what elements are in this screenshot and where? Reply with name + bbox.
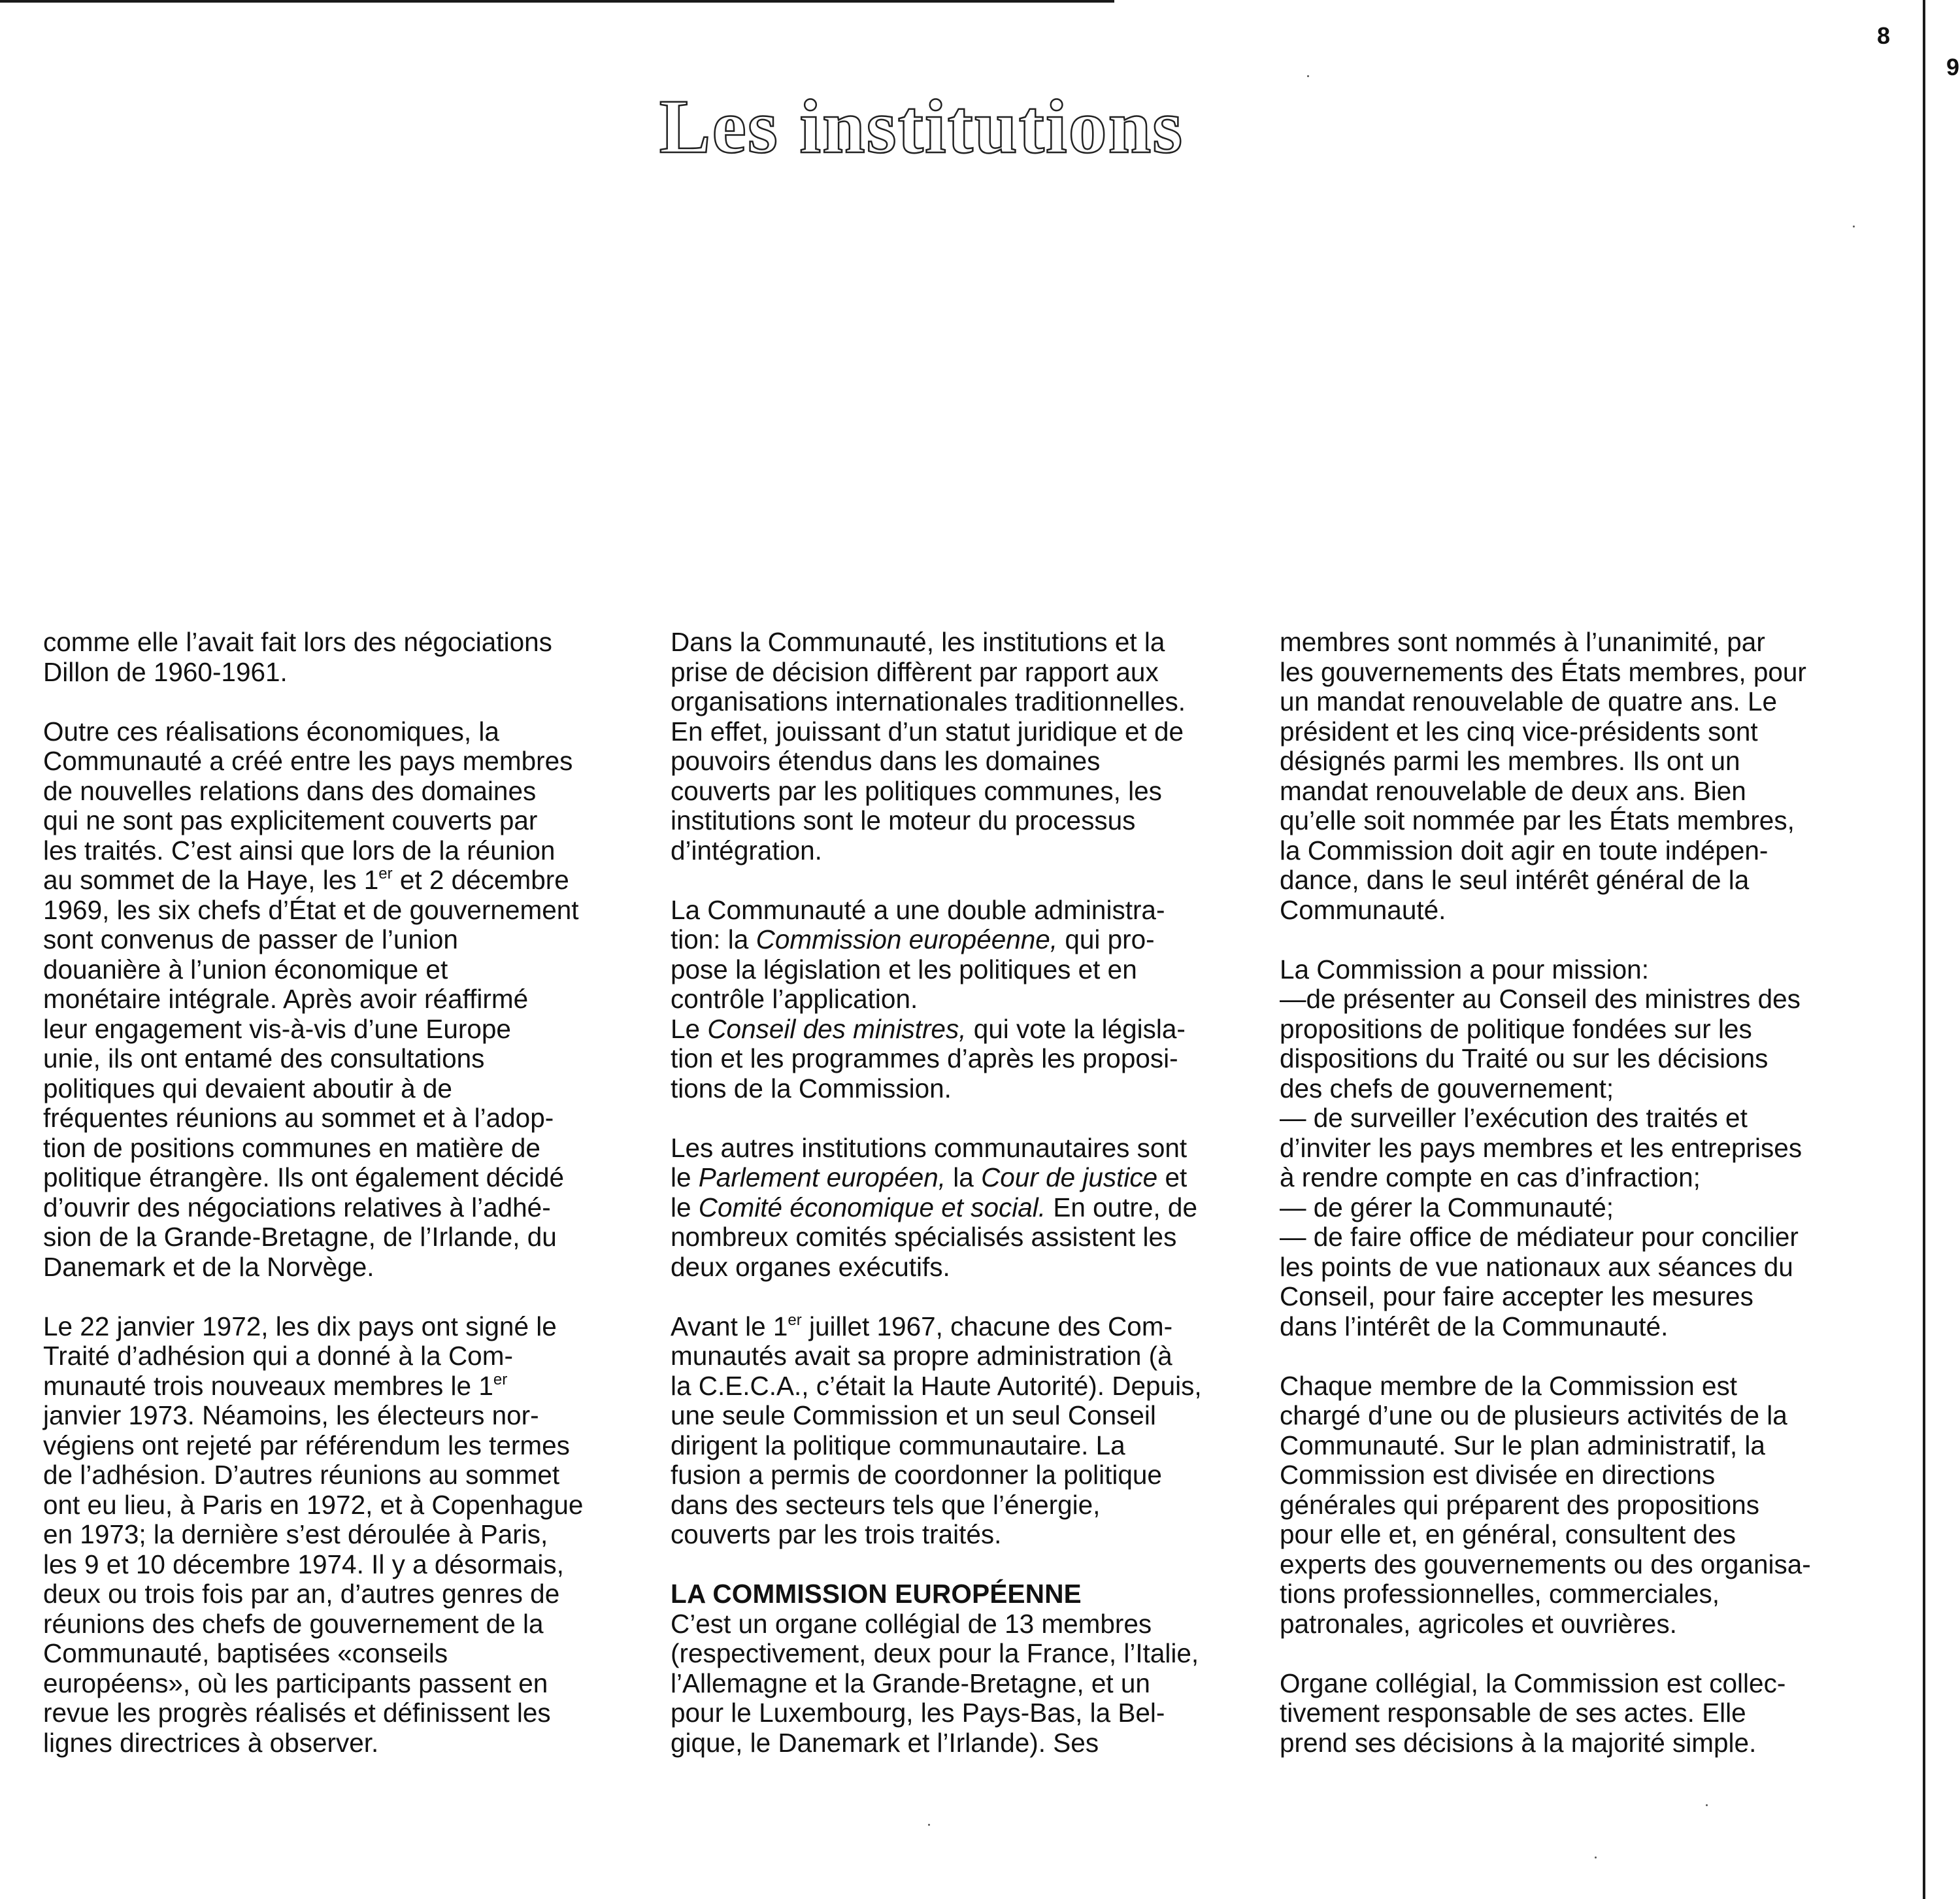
text-line: Commission est divisée en directions bbox=[1280, 1460, 1716, 1490]
column-1 bbox=[43, 628, 631, 1788]
text-line: européens», où les participants passent en bbox=[43, 1668, 548, 1698]
text-run: Le bbox=[671, 1013, 708, 1044]
top-rule bbox=[0, 0, 1114, 3]
text-line: un mandat renouvelable de quatre ans. Le bbox=[1280, 686, 1778, 716]
text-line: Communauté. Sur le plan administratif, la bbox=[1280, 1430, 1765, 1460]
text-line: comme elle l’avait fait lors des négociations bbox=[43, 627, 552, 657]
text-line: qui ne sont pas explicitement couverts par bbox=[43, 805, 538, 835]
text-line: Communauté a créé entre les pays membres bbox=[43, 746, 573, 776]
text-line: dans l’intérêt de la Communauté. bbox=[1280, 1311, 1669, 1341]
text-line: institutions sont le moteur du processus bbox=[671, 805, 1136, 835]
section-heading: LA COMMISSION EUROPÉENNE bbox=[671, 1579, 1082, 1609]
text-line: ont eu lieu, à Paris en 1972, et à Copenhague bbox=[43, 1489, 584, 1520]
scan-speck bbox=[1853, 226, 1855, 227]
text-line: deux organes exécutifs. bbox=[671, 1251, 950, 1282]
text-line: Communauté, baptisées «conseils bbox=[43, 1638, 448, 1668]
text-line bbox=[43, 865, 631, 896]
text-line: sion de la Grande-Bretagne, de l’Irlande, du bbox=[43, 1222, 557, 1252]
text-run: Avant le 1 bbox=[671, 1311, 788, 1341]
text-run: qui pro- bbox=[1057, 924, 1155, 954]
text-line: les 9 et 10 décembre 1974. Il y a désormais, bbox=[43, 1549, 564, 1579]
paragraph bbox=[671, 628, 1259, 865]
paragraph bbox=[1280, 1669, 1868, 1758]
paragraph bbox=[671, 1312, 1259, 1550]
text-line bbox=[671, 925, 1259, 955]
text-line: En effet, jouissant d’un statut juridique et de bbox=[671, 716, 1184, 747]
paragraph bbox=[671, 1579, 1259, 1758]
text-line: monétaire intégrale. Après avoir réaffirmé bbox=[43, 984, 529, 1014]
paragraph bbox=[43, 628, 631, 687]
scan-speck bbox=[1706, 1804, 1708, 1806]
page-title: Les institutions bbox=[659, 84, 1184, 170]
text-line: tions professionnelles, commerciales, bbox=[1280, 1579, 1720, 1609]
text-run: En outre, de bbox=[1046, 1192, 1197, 1222]
page-number: 8 bbox=[1877, 22, 1891, 49]
text-line: munautés avait sa propre administration (à bbox=[671, 1341, 1172, 1371]
text-line: désignés parmi les membres. Ils ont un bbox=[1280, 746, 1740, 776]
text-line: la C.E.C.A., c’était la Haute Autorité). Depuis, bbox=[671, 1370, 1202, 1401]
text-run: munauté trois nouveaux membres le 1 bbox=[43, 1370, 493, 1401]
italic-term: Commission européenne, bbox=[756, 924, 1058, 954]
text-line: les points de vue nationaux aux séances du bbox=[1280, 1251, 1793, 1282]
text-line: fusion a permis de coordonner la politique bbox=[671, 1460, 1162, 1490]
text-line: nombreux comités spécialisés assistent les bbox=[671, 1222, 1177, 1252]
text-line: unie, ils ont entamé des consultations bbox=[43, 1043, 485, 1073]
text-line: pouvoirs étendus dans les domaines bbox=[671, 746, 1101, 776]
page-fold-rule bbox=[1923, 0, 1925, 1899]
text-line bbox=[671, 1193, 1259, 1223]
text-line bbox=[43, 1371, 631, 1402]
italic-term: Conseil des ministres, bbox=[707, 1013, 967, 1044]
text-line: Traité d’adhésion qui a donné à la Com- bbox=[43, 1341, 513, 1371]
next-page-number: 9 bbox=[1946, 54, 1960, 80]
text-line: générales qui préparent des propositions bbox=[1280, 1489, 1759, 1520]
text-line: couverts par les trois traités. bbox=[671, 1519, 1002, 1549]
text-line: patronales, agricoles et ouvrières. bbox=[1280, 1608, 1677, 1639]
paragraph bbox=[1280, 1371, 1868, 1639]
text-line: mandat renouvelable de deux ans. Bien bbox=[1280, 775, 1746, 806]
text-line: revue les progrès réalisés et définissent les bbox=[43, 1698, 551, 1728]
column-2 bbox=[671, 628, 1259, 1788]
text-line: leur engagement vis-à-vis d’une Europe bbox=[43, 1013, 511, 1044]
text-line: à rendre compte en cas d’infraction; bbox=[1280, 1162, 1701, 1192]
text-line: d’intégration. bbox=[671, 835, 822, 865]
scan-speck bbox=[1307, 75, 1309, 77]
text-line: douanière à l’union économique et bbox=[43, 954, 448, 984]
paragraph bbox=[671, 1134, 1259, 1283]
text-line: dispositions du Traité ou sur les décisions bbox=[1280, 1043, 1769, 1073]
text-line bbox=[671, 1312, 1259, 1342]
text-line: de l’adhésion. D’autres réunions au sommet bbox=[43, 1460, 560, 1490]
text-line: pose la législation et les politiques et en bbox=[671, 954, 1137, 984]
text-line bbox=[671, 1015, 1259, 1045]
text-line: Outre ces réalisations économiques, la bbox=[43, 716, 499, 747]
text-line: dirigent la politique communautaire. La bbox=[671, 1430, 1125, 1460]
italic-term: Comité économique et social. bbox=[698, 1192, 1046, 1222]
text-line: les traités. C’est ainsi que lors de la réunion bbox=[43, 835, 556, 865]
text-line: qu’elle soit nommée par les États membres, bbox=[1280, 805, 1795, 835]
text-line: d’inviter les pays membres et les entreprises bbox=[1280, 1132, 1802, 1163]
text-line: chargé d’une ou de plusieurs activités de la bbox=[1280, 1400, 1787, 1430]
text-line: tion de positions communes en matière de bbox=[43, 1132, 540, 1163]
text-line: d’ouvrir des négociations relatives à l’adhé- bbox=[43, 1192, 551, 1222]
text-line: pour elle et, en général, consultent des bbox=[1280, 1519, 1736, 1549]
text-run: la bbox=[946, 1162, 982, 1192]
text-run: qui vote la législa- bbox=[966, 1013, 1186, 1044]
superscript: er bbox=[378, 865, 393, 882]
text-line: organisations internationales traditionnelles. bbox=[671, 686, 1186, 716]
paragraph bbox=[1280, 955, 1868, 1342]
text-line: Communauté. bbox=[1280, 894, 1446, 925]
text-line: président et les cinq vice-présidents sont bbox=[1280, 716, 1758, 747]
text-line: une seule Commission et un seul Conseil bbox=[671, 1400, 1156, 1430]
text-line: — de gérer la Communauté; bbox=[1280, 1192, 1614, 1222]
text-line: janvier 1973. Néamoins, les électeurs nor- bbox=[43, 1400, 539, 1430]
text-line: lignes directrices à observer. bbox=[43, 1727, 379, 1758]
text-line bbox=[671, 1163, 1259, 1193]
text-line: 1969, les six chefs d’État et de gouvernement bbox=[43, 894, 579, 925]
text-run: et bbox=[1157, 1162, 1188, 1192]
text-line: contrôle l’application. bbox=[671, 984, 918, 1014]
text-line: —de présenter au Conseil des ministres des bbox=[1280, 984, 1801, 1014]
text-run: le bbox=[671, 1162, 699, 1192]
text-line: dance, dans le seul intérêt général de la bbox=[1280, 865, 1750, 895]
text-line: réunions des chefs de gouvernement de la bbox=[43, 1608, 544, 1639]
text-line: prise de décision diffèrent par rapport aux bbox=[671, 656, 1159, 687]
text-line: La Commission a pour mission: bbox=[1280, 954, 1649, 984]
text-line: propositions de politique fondées sur les bbox=[1280, 1013, 1752, 1044]
text-line: politique étrangère. Ils ont également décidé bbox=[43, 1162, 565, 1192]
paragraph bbox=[43, 717, 631, 1283]
text-line: les gouvernements des États membres, pour bbox=[1280, 656, 1806, 687]
text-line: la Commission doit agir en toute indépen- bbox=[1280, 835, 1769, 865]
text-line: dans des secteurs tels que l’énergie, bbox=[671, 1489, 1101, 1520]
text-line: prend ses décisions à la majorité simple. bbox=[1280, 1727, 1757, 1758]
text-line: Les autres institutions communautaires sont bbox=[671, 1132, 1188, 1163]
text-line: végiens ont rejeté par référendum les termes bbox=[43, 1430, 570, 1460]
text-line: tivement responsable de ses actes. Elle bbox=[1280, 1698, 1746, 1728]
text-line: sont convenus de passer de l’union bbox=[43, 924, 458, 954]
text-line: gique, le Danemark et l’Irlande). Ses bbox=[671, 1727, 1099, 1758]
scan-speck bbox=[1595, 1857, 1597, 1858]
italic-term: Cour de justice bbox=[981, 1162, 1158, 1192]
text-line: pour le Luxembourg, les Pays-Bas, la Bel- bbox=[671, 1698, 1165, 1728]
text-line: — de faire office de médiateur pour concilier bbox=[1280, 1222, 1799, 1252]
paragraph bbox=[43, 1312, 631, 1758]
text-line: deux ou trois fois par an, d’autres genres de bbox=[43, 1579, 560, 1609]
text-line: Dans la Communauté, les institutions et la bbox=[671, 627, 1165, 657]
paragraph bbox=[1280, 628, 1868, 925]
text-line: La Communauté a une double administra- bbox=[671, 894, 1165, 925]
text-line: — de surveiller l’exécution des traités et bbox=[1280, 1103, 1748, 1133]
text-line: (respectivement, deux pour la France, l’Italie, bbox=[671, 1638, 1199, 1668]
superscript: er bbox=[493, 1370, 508, 1388]
scan-speck bbox=[928, 1824, 930, 1826]
text-run: juillet 1967, chacune des Com- bbox=[801, 1311, 1173, 1341]
text-line: couverts par les politiques communes, les bbox=[671, 775, 1162, 806]
text-line: de nouvelles relations dans des domaines bbox=[43, 775, 537, 806]
text-line: en 1973; la dernière s’est déroulée à Paris, bbox=[43, 1519, 548, 1549]
text-line: experts des gouvernements ou des organisa- bbox=[1280, 1549, 1811, 1579]
superscript: er bbox=[788, 1311, 802, 1329]
text-line: tions de la Commission. bbox=[671, 1073, 952, 1103]
text-line: membres sont nommés à l’unanimité, par bbox=[1280, 627, 1765, 657]
paragraph bbox=[671, 896, 1259, 1104]
column-3 bbox=[1280, 628, 1868, 1788]
text-line: Conseil, pour faire accepter les mesures bbox=[1280, 1281, 1753, 1311]
text-line: Dillon de 1960-1961. bbox=[43, 656, 288, 687]
text-line: Organe collégial, la Commission est collec- bbox=[1280, 1668, 1786, 1698]
text-line: Chaque membre de la Commission est bbox=[1280, 1370, 1738, 1401]
text-line: fréquentes réunions au sommet et à l’adop- bbox=[43, 1103, 554, 1133]
text-line: l’Allemagne et la Grande-Bretagne, et un bbox=[671, 1668, 1150, 1698]
text-line: tion et les programmes d’après les proposi- bbox=[671, 1043, 1178, 1073]
text-line: Le 22 janvier 1972, les dix pays ont signé le bbox=[43, 1311, 557, 1341]
text-line: des chefs de gouvernement; bbox=[1280, 1073, 1614, 1103]
text-line: politiques qui devaient aboutir à de bbox=[43, 1073, 452, 1103]
text-run: le bbox=[671, 1192, 699, 1222]
text-line: Danemark et de la Norvège. bbox=[43, 1251, 374, 1282]
text-line: C’est un organe collégial de 13 membres bbox=[671, 1608, 1152, 1639]
text-run: au sommet de la Haye, les 1 bbox=[43, 865, 379, 895]
text-run: et 2 décembre bbox=[392, 865, 569, 895]
text-run: tion: la bbox=[671, 924, 756, 954]
italic-term: Parlement européen, bbox=[698, 1162, 946, 1192]
